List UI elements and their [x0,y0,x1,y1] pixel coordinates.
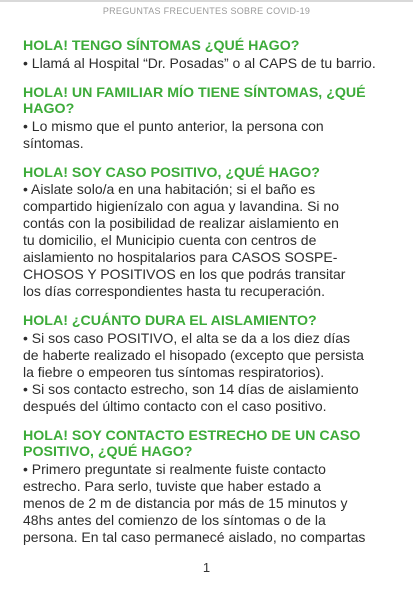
faq-question-line: POSITIVO, ¿QUÉ HAGO? [23,444,193,460]
faq-content [23,38,395,559]
faq-answer-line: estrecho. Para serlo, tuviste que haber estado a [23,477,322,494]
faq-section [23,165,395,301]
page-header: PREGUNTAS FRECUENTES SOBRE COVID-19 [102,6,311,16]
faq-section [23,313,395,415]
faq-section [23,38,395,72]
faq-question-line: HAGO? [23,101,75,117]
page-number: 1 [202,560,211,575]
faq-answer-line: • Lo mismo que el punto anterior, la persona con [23,117,324,134]
faq-question-line: HOLA! TENGO SÍNTOMAS ¿QUÉ HAGO? [23,38,300,54]
faq-answer-line: CHOSOS Y POSITIVOS en los que podrás transitar [23,266,346,282]
faq-question-line: HOLA! SOY CASO POSITIVO, ¿QUÉ HAGO? [23,164,320,181]
faq-answer-line: síntomas. [23,134,84,151]
faq-answer-line: persona. En tal caso permanecé aislado, no compartas [23,528,366,545]
faq-answer-line: de haberte realizado el hisopado (excepto que persista [23,346,364,363]
faq-answer-line: • Si sos contacto estrecho, son 14 días de aislamiento [23,380,359,397]
faq-answer-line: • Primero preguntate si realmente fuiste contacto [23,460,326,477]
faq-answer-line: la fiebre o empeoren tus síntomas respiratorios). [23,363,325,380]
faq-answer-line: compartido higienízalo con agua y lavandina. Si no [23,198,339,214]
faq-question-line: HOLA! UN FAMILIAR MÍO TIENE SÍNTOMAS, ¿QUÉ [23,84,366,101]
faq-question-line: HOLA! SOY CONTACTO ESTRECHO DE UN CASO [23,427,361,444]
faq-answer-line: aislamiento no hospitalarios para CASOS SOSPE- [23,249,338,265]
faq-answer-line: • Si sos caso POSITIVO, el alta se da a los diez días [23,329,351,346]
faq-section [23,428,395,546]
faq-answer-line: contás con la posibilidad de realizar aislamiento en [23,215,339,231]
faq-answer-line: • Aislate solo/a en una habitación; si el baño es [23,181,316,197]
top-divider [0,0,413,2]
faq-answer-line: tu domicilio, el Municipio cuenta con centros de [23,232,317,248]
faq-answer-line: 48hs antes del comienzo de los síntomas o de la [23,511,326,528]
faq-answer-line: después del último contacto con el caso positivo. [23,397,327,414]
faq-answer-line: los días correspondientes hasta tu recuperación. [23,283,325,299]
faq-answer-line: menos de 2 m de distancia por más de 15 minutos y [23,494,348,511]
faq-section [23,85,395,152]
faq-answer-line: • Llamá al Hospital “Dr. Posadas” o al CAPS de tu barrio. [23,54,376,71]
faq-question-line: HOLA! ¿CUÁNTO DURA EL AISLAMIENTO? [23,313,317,329]
